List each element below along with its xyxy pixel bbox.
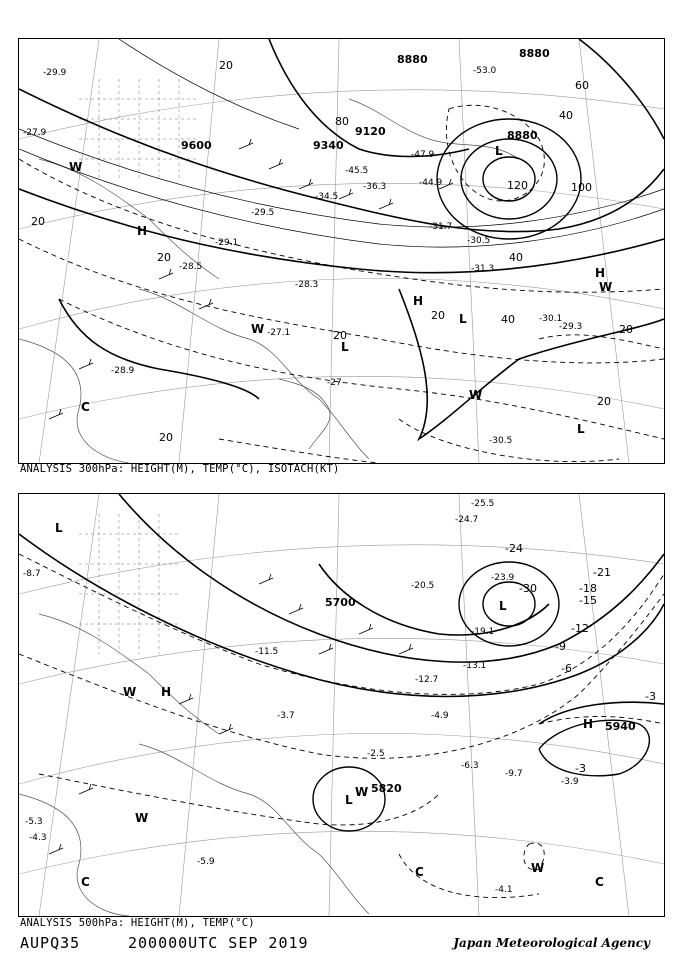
height-label: 8880 [519, 47, 550, 60]
temp-readout: -11.5 [255, 647, 279, 657]
isotach-label: 80 [335, 115, 349, 128]
warm-marker: W [355, 785, 369, 799]
isotherm-label: -15 [579, 594, 597, 607]
height-label: 5820 [371, 782, 402, 795]
valid-time: 200000UTC SEP 2019 [128, 934, 309, 952]
temp-readout: -27 [327, 378, 342, 388]
isotach-label: 40 [509, 251, 523, 264]
agency-name: Japan Meteorological Agency [453, 936, 650, 950]
temp-readout: -3.9 [561, 777, 579, 787]
temp-readout: -36.3 [363, 182, 387, 192]
isotherm-label: -9 [555, 640, 566, 653]
low-marker: L [345, 793, 353, 807]
isotherm-label: -12 [571, 622, 589, 635]
temp-readout: -29.3 [559, 322, 583, 332]
pressure-systems [55, 521, 604, 889]
isotach-label: 40 [501, 313, 515, 326]
temp-readout: -3.7 [277, 711, 295, 721]
temp-readout: -30.5 [467, 236, 491, 246]
temp-readout: -28.9 [111, 366, 135, 376]
temp-readout: -29.9 [43, 68, 67, 78]
caption-300hpa: ANALYSIS 300hPa: HEIGHT(M), TEMP(°C), ISOTACH(KT) [20, 463, 340, 475]
temp-readout: -27.1 [267, 328, 291, 338]
isotach-label: 100 [571, 181, 592, 194]
cold-marker: C [415, 865, 424, 879]
warm-marker: W [69, 160, 83, 174]
high-marker: H [583, 717, 594, 731]
temp-readout: -2.5 [367, 749, 385, 759]
warm-marker: W [599, 280, 613, 294]
isotherm-label: -3 [645, 690, 656, 703]
chart-300hpa [18, 38, 665, 464]
isotherm-label: -18 [579, 582, 597, 595]
low-marker: L [499, 599, 507, 613]
temp-readout: -4.3 [29, 833, 47, 843]
height-label: 9340 [313, 139, 344, 152]
low-marker: L [55, 521, 63, 535]
chart-footer [20, 934, 660, 954]
isotach-label: 20 [31, 215, 45, 228]
coastline [19, 614, 369, 916]
isotherm-label: -24 [505, 542, 523, 555]
warm-marker: W [123, 685, 137, 699]
product-code: AUPQ35 [20, 934, 81, 952]
temp-readout: -5.9 [197, 857, 215, 867]
isotach-label: 60 [575, 79, 589, 92]
cold-marker: C [81, 400, 90, 414]
temp-readout: -5.3 [25, 817, 43, 827]
cold-marker: C [81, 875, 90, 889]
high-marker: H [137, 224, 148, 238]
warm-marker: W [135, 811, 149, 825]
height-label: 9600 [181, 139, 212, 152]
temperature-labels [23, 499, 579, 895]
caption-500hpa: ANALYSIS 500hPa: HEIGHT(M), TEMP(°C) [20, 917, 255, 929]
isotherm-label: -30 [519, 582, 537, 595]
temp-readout: -4.9 [431, 711, 449, 721]
isotherm-label: -21 [593, 566, 611, 579]
isotach-label: 40 [559, 109, 573, 122]
graticule [19, 39, 664, 463]
temp-readout: -31.3 [471, 264, 495, 274]
height-label: 8880 [397, 53, 428, 66]
temp-readout: -25.5 [471, 499, 495, 509]
height-label: 5700 [325, 596, 356, 609]
temp-readout: -30.1 [539, 314, 563, 324]
isotach-label: 20 [431, 309, 445, 322]
warm-marker: W [469, 388, 483, 402]
temp-readout: -53.0 [473, 66, 497, 76]
temp-readout: -29.1 [215, 238, 239, 248]
isotherm-label: -6 [561, 662, 572, 675]
cold-marker: C [595, 875, 604, 889]
temp-readout: -20.5 [411, 581, 435, 591]
temp-readout: -28.5 [179, 262, 203, 272]
low-marker: L [341, 340, 349, 354]
high-marker: H [413, 294, 424, 308]
low-marker: L [459, 312, 467, 326]
warm-marker: W [531, 861, 545, 875]
temp-readout: -45.5 [345, 166, 369, 176]
temp-readout: -29.5 [251, 208, 275, 218]
temp-readout: -24.7 [455, 515, 479, 525]
isotherm-label: -3 [575, 762, 586, 775]
temp-readout: -13.1 [463, 661, 487, 671]
wind-barbs [49, 574, 413, 854]
temp-readout: -28.3 [295, 280, 319, 290]
isotach-label: 20 [159, 431, 173, 444]
height-label: 9120 [355, 125, 386, 138]
temp-readout: -8.7 [23, 569, 41, 579]
chart-500hpa-map [19, 494, 664, 916]
height-contours [19, 494, 664, 724]
height-label: 8880 [507, 129, 538, 142]
temp-readout: -19.1 [471, 627, 495, 637]
chart-500hpa [18, 493, 665, 917]
temp-readout: -47.9 [411, 150, 435, 160]
warm-marker: W [251, 322, 265, 336]
low-marker: L [495, 144, 503, 158]
obs-grid [79, 79, 199, 179]
temp-readout: -4.1 [495, 885, 513, 895]
isotach-label: 20 [157, 251, 171, 264]
high-marker: H [595, 266, 606, 280]
graticule [19, 494, 664, 916]
temp-readout: -23.9 [491, 573, 515, 583]
temp-readout: -6.3 [461, 761, 479, 771]
isotach-label: 20 [219, 59, 233, 72]
low-marker: L [577, 422, 585, 436]
temp-readout: -44.9 [419, 178, 443, 188]
temp-readout: -30.5 [489, 436, 513, 446]
isotach-label: 20 [597, 395, 611, 408]
isotach-label: 20 [619, 323, 633, 336]
temp-readout: -9.7 [505, 769, 523, 779]
isotach-label: 20 [333, 329, 347, 342]
height-label: 5940 [605, 720, 636, 733]
isotach-label: 120 [507, 179, 528, 192]
temp-readout: -31.7 [429, 222, 453, 232]
temp-readout: -12.7 [415, 675, 439, 685]
temp-readout: -34.5 [315, 192, 339, 202]
chart-300hpa-map [19, 39, 664, 463]
temp-readout: -27.9 [23, 128, 47, 138]
high-marker: H [161, 685, 172, 699]
temperature-labels [23, 66, 582, 446]
